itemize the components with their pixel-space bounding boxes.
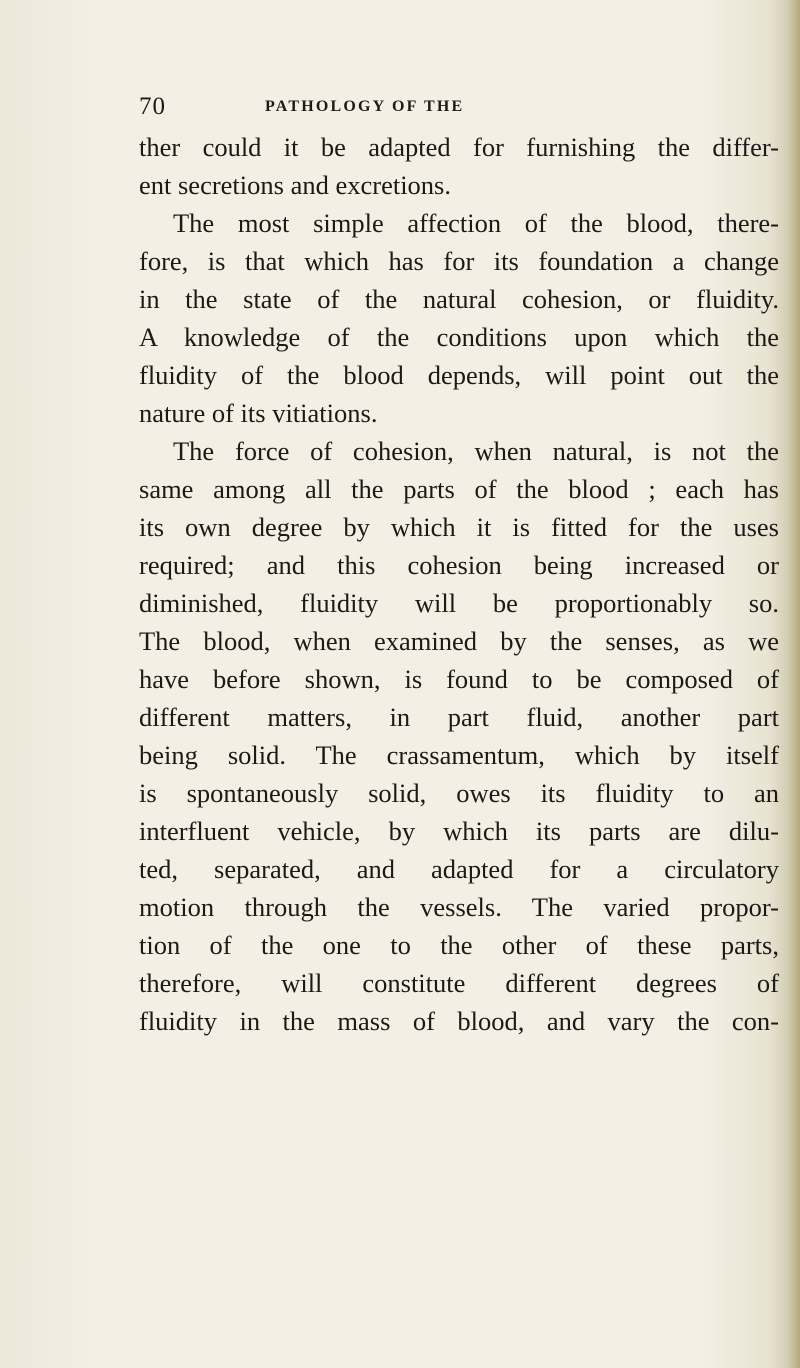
body-text <box>139 128 779 1040</box>
running-header <box>139 92 779 122</box>
text-line: The most simple affection of the blood, there- <box>173 208 779 238</box>
text-line: fluidity of the blood depends, will point out the <box>139 360 779 390</box>
text-line: The blood, when examined by the senses, as we <box>139 626 779 656</box>
text-line: diminished, fluidity will be proportionably so. <box>139 588 779 618</box>
running-title: PATHOLOGY OF THE <box>265 98 465 115</box>
text-line: in the state of the natural cohesion, or fluidity. <box>139 284 779 314</box>
text-line: interfluent vehicle, by which its parts are dilu- <box>139 816 779 846</box>
text-line: fore, is that which has for its foundation a change <box>139 246 779 276</box>
text-line: nature of its vitiations. <box>139 398 378 428</box>
text-line: The force of cohesion, when natural, is not the <box>173 436 779 466</box>
page-number: 70 <box>139 93 166 120</box>
text-line: its own degree by which it is fitted for the uses <box>139 512 779 542</box>
text-line: ted, separated, and adapted for a circulatory <box>139 854 779 884</box>
text-line: required; and this cohesion being increased or <box>139 550 779 580</box>
text-line: same among all the parts of the blood ; each has <box>139 474 779 504</box>
text-line: is spontaneously solid, owes its fluidity to an <box>139 778 779 808</box>
text-line: ent secretions and excretions. <box>139 170 451 200</box>
page-edge <box>786 0 800 1368</box>
text-line: A knowledge of the conditions upon which the <box>139 322 779 352</box>
text-line: tion of the one to the other of these parts, <box>139 930 779 960</box>
text-line: ther could it be adapted for furnishing the differ- <box>139 132 779 162</box>
text-line: motion through the vessels. The varied propor- <box>139 892 779 922</box>
text-line: have before shown, is found to be composed of <box>139 664 779 694</box>
text-line: being solid. The crassamentum, which by itself <box>139 740 779 770</box>
text-line: therefore, will constitute different degrees of <box>139 968 779 998</box>
text-line: fluidity in the mass of blood, and vary the con- <box>139 1006 779 1036</box>
text-line: different matters, in part fluid, another part <box>139 702 779 732</box>
